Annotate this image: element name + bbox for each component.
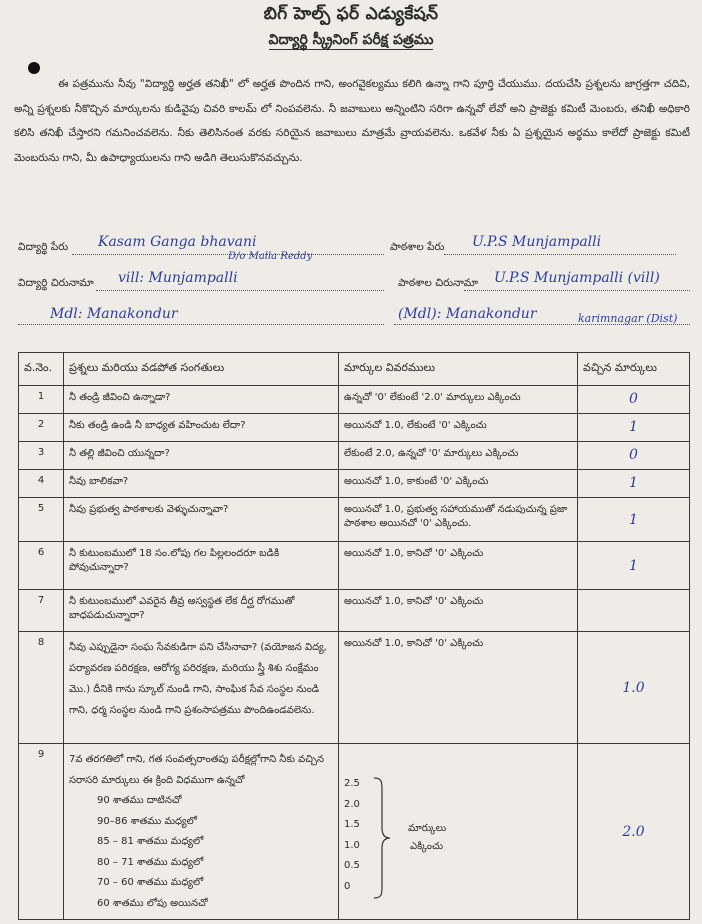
criteria-cell: అయినచో 1.0, కానిచో '0' ఎక్కించు xyxy=(339,632,578,744)
table-row xyxy=(19,442,690,470)
table-row xyxy=(19,590,690,632)
question-text: 7వ తరగతిలో గాని, గత సంవత్సరాంతపు పరీక్షల్లోగాని నీకు వచ్చిన సరాసరి మార్కులు ఈ క్రింది విధముగా ఉన్నచో xyxy=(69,754,324,786)
grade-range: 90–86 శాతము మధ్యలో xyxy=(97,815,197,827)
question-cell: నీ కుటుంబములో ఎవరైన తీవ్ర అస్వస్థత లేక దీర్ఘ రోగముతో బాధపడుచున్నారా? xyxy=(64,590,339,632)
school-name-label: పాఠశాల పేరు xyxy=(390,241,445,253)
marks-cell: 1 xyxy=(578,498,690,542)
grade-range: 80 – 71 శాతము మధ్యలో xyxy=(97,856,204,868)
row-number: 5 xyxy=(19,498,64,542)
grade-range: 85 – 81 శాతము మధ్యలో xyxy=(97,836,204,847)
criteria-cell: అయినచో 1.0, కానిచో '0' ఎక్కించు xyxy=(339,590,578,632)
question-cell: నీకు తండ్రి ఉండి నీ బాధ్యత వహించుట లేదా? xyxy=(64,414,339,442)
question-cell: నీ కుటుంబములో 18 సం.లోపు గల పిల్లలందరూ బడికి పోవుచున్నారా? xyxy=(64,542,339,590)
dotted-line xyxy=(444,254,676,255)
column-header: వ.నెం. xyxy=(19,353,64,386)
table-row xyxy=(19,386,690,414)
row-number: 8 xyxy=(19,632,64,744)
student-name-label: విద్యార్థి పేరు xyxy=(18,241,69,253)
marks-cell: 2.0 xyxy=(578,744,690,920)
dotted-line xyxy=(96,290,384,291)
marks-cell xyxy=(578,590,690,632)
criteria-cell: అయినచో 1.0, కాకుంటే '0' ఎక్కించు xyxy=(339,470,578,498)
score-value: 1.5 xyxy=(344,819,360,830)
row-number: 9 xyxy=(19,744,64,920)
question-cell: నీ తల్లి జీవించి యున్నదా? xyxy=(64,442,339,470)
guardian-value: D/o Malla Reddy xyxy=(228,251,313,262)
student-name-value: Kasam Ganga bhavani xyxy=(98,234,257,250)
grade-range: 60 శాతము లోపు అయినచో xyxy=(97,897,208,909)
grade-range: 90 శాతము దాటినచో xyxy=(97,795,182,806)
table-row xyxy=(19,744,690,920)
column-header: వచ్చిన మార్కులు xyxy=(578,353,690,386)
marks-cell: 1 xyxy=(578,414,690,442)
criteria-cell: లేకుంటే 2.0, ఉన్నచో '0' మార్కులు ఎక్కించు xyxy=(339,442,578,470)
student-mandal-value: Mdl: Manakondur xyxy=(50,306,178,322)
student-address-value: vill: Munjampalli xyxy=(118,270,238,286)
form-title: విద్యార్థి స్క్రీనింగ్ పరీక్ష పత్రము xyxy=(268,32,434,48)
row-number: 3 xyxy=(19,442,64,470)
question-cell: నీవు ప్రభుత్వ పాఠశాలకు వెళ్ళుచున్నావా? xyxy=(64,498,339,542)
score-value: 2.0 xyxy=(344,798,360,810)
row-number: 4 xyxy=(19,470,64,498)
district-value: karimnagar (Dist) xyxy=(578,312,678,325)
score-value: 0 xyxy=(344,880,351,892)
screening-table xyxy=(18,352,690,920)
grade-range: 70 – 60 శాతము మధ్యలో xyxy=(97,877,204,888)
criteria-cell: ఉన్నచో '0' లేకుంటే '2.0' మార్కులు ఎక్కించు xyxy=(339,386,578,414)
score-values xyxy=(344,774,360,897)
dotted-line xyxy=(464,290,690,291)
score-value: 0.5 xyxy=(344,860,360,871)
criteria-cell: అయినచో 1.0, కానిచో '0' ఎక్కించు xyxy=(339,542,578,590)
student-address-label: విద్యార్థి చిరునామా xyxy=(18,277,94,289)
marks-cell: 0 xyxy=(578,386,690,414)
column-header: మార్కుల వివరములు xyxy=(339,353,578,386)
column-header: ప్రశ్నలు మరియు వడపోత సంగతులు xyxy=(64,353,339,386)
brace-label-line: ఎక్కించు xyxy=(410,841,444,852)
marks-cell: 1 xyxy=(578,542,690,590)
question-cell: నీ తండ్రి జీవించి ఉన్నాడా? xyxy=(64,386,339,414)
score-value: 2.5 xyxy=(344,778,360,789)
curly-brace-icon xyxy=(370,776,392,900)
marks-cell: 1 xyxy=(578,470,690,498)
row-number: 2 xyxy=(19,414,64,442)
brace-label xyxy=(408,820,446,856)
criteria-cell: అయినచో 1.0, ప్రభుత్వ సహాయముతో నడుపుచున్న ప్రజా పాఠశాల అయినచో '0' ఎక్కించు. xyxy=(339,498,578,542)
row-number: 1 xyxy=(19,386,64,414)
header-title: బిగ్ హెల్ప్ ఫర్ ఎడ్యుకేషన్ xyxy=(263,4,439,24)
marks-cell: 0 xyxy=(578,442,690,470)
table-row xyxy=(19,470,690,498)
table-row xyxy=(19,414,690,442)
score-scale xyxy=(344,774,572,914)
row-number: 6 xyxy=(19,542,64,590)
school-address-value: U.P.S Munjampalli (vill) xyxy=(494,270,660,286)
score-value: 1.0 xyxy=(344,839,360,851)
criteria-cell: అయినచో 1.0, లేకుంటే '0' ఎక్కించు xyxy=(339,414,578,442)
row-number: 7 xyxy=(19,590,64,632)
grade-ranges xyxy=(69,791,333,914)
school-mandal-value: (Mdl): Manakondur xyxy=(398,306,537,322)
question-cell xyxy=(64,744,339,920)
question-cell: నీవు బాలికవా? xyxy=(64,470,339,498)
criteria-cell xyxy=(339,744,578,920)
brace-label-line: మార్కులు xyxy=(408,823,447,834)
school-name-value: U.P.S Munjampalli xyxy=(472,234,602,250)
table-row xyxy=(19,632,690,744)
table-row xyxy=(19,498,690,542)
marks-cell: 1.0 xyxy=(578,632,690,744)
table-header xyxy=(19,353,690,386)
table-row xyxy=(19,542,690,590)
dotted-line xyxy=(18,324,384,325)
school-address-label: పాఠశాల చిరునామా xyxy=(398,277,479,289)
instructions-paragraph: ఈ పత్రమును నీవు "విద్యార్థి అర్హత తనిఖీ" లో అర్హత పొందిన గాని, అంగవైకల్యము కలిగి ఉన్నా గాని పూర్తి చేయుము. దయచేసి ప్రశ్నలను జాగ్రత్తగా చదివి, అన్ని ప్రశ్నలకు నీకొచ్చిన మార్కులను కుడివైపు చివరి కాలమ్ లో నింపవలెను. నీ జవాబులు అన్నింటిని సరిగా ఉన్నవో లేవో అని ప్రాజెక్టు కమిటీ మెంబరు, తనిఖీ అధికారి కలిసి తనిఖీ చేస్తారని గమనించవలెను. నీకు తెలిసినంత వరకు సరియైన జవాబులు మాత్రమే వ్రాయవలెను. ఒకవేళ నీకు ఏ ప్రశ్నయైన అర్థము కాలేదో ప్రాజెక్టు కమిటీ మెంబరును గాని, మీ ఉపాధ్యాయులను గాని అడిగి తెలుసుకొనవచ్చును. xyxy=(14,78,690,164)
question-cell: నీవు ఎప్పుడైనా సంఘ సేవకుడిగా పని చేసినావా? (వయోజన విద్య, పర్యావరణ పరిరక్షణ, ఆరోగ్య పరిరక్షణ, మరియు స్త్రీ శిశు సంక్షేమం మొ.) దీనికి గాను స్కూల్ నుండి గాని, సాంఘిక సేవ సంస్థల నుండి గాని, ధర్మ సంస్థల నుండి గాని ప్రశంసాపత్రము పొందిఉండవలెను. xyxy=(64,632,339,744)
